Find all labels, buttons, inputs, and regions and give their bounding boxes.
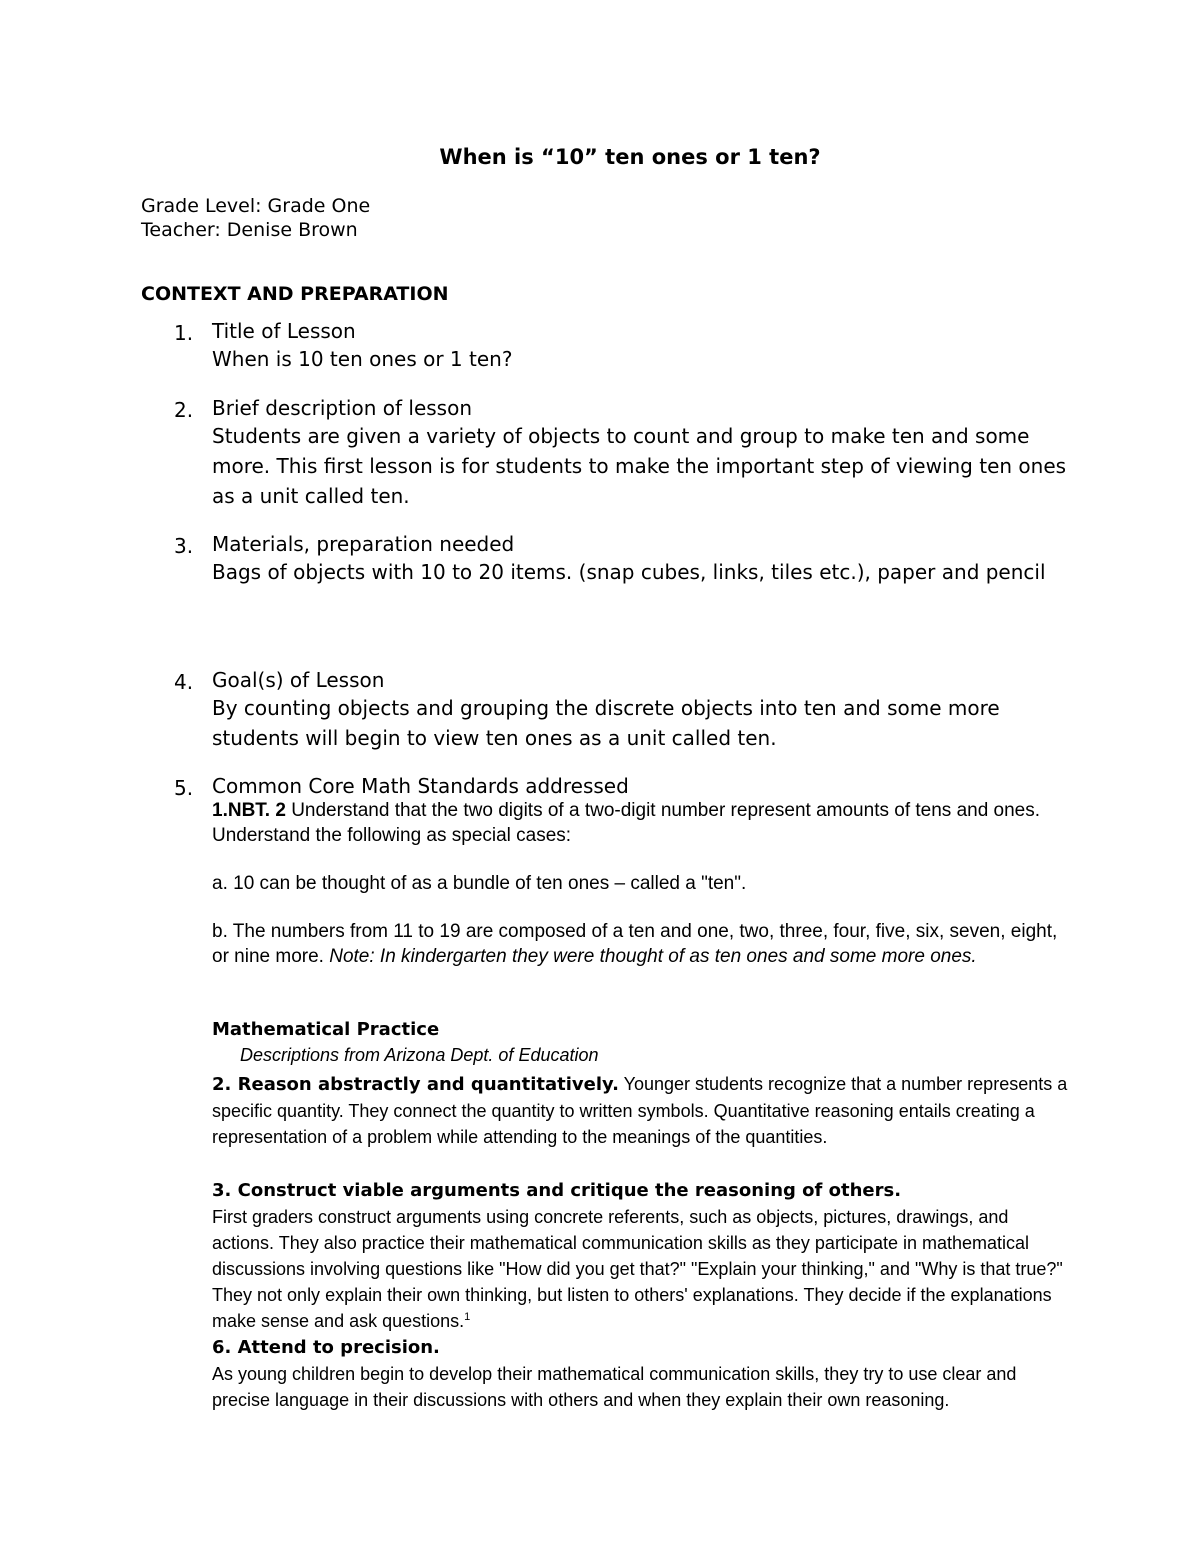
standard-case-b <box>212 919 1072 969</box>
list-item-number: 1. <box>174 321 194 345</box>
list-item <box>174 318 1074 374</box>
math-practice-text: First graders construct arguments using concrete referents, such as objects, pictures, drawings, and actions. They also practice their mathematical communication skills as they participate in mathematical discussions involving questions like "How did you get that?" "Explain your thinking," and "Why is that true?" They not only explain their own thinking, but listen to others' explanations. They decide if the explanations make sense and ask questions. <box>212 1207 1063 1331</box>
list-item-label: Common Core Math Standards addressed <box>212 774 629 798</box>
list-item-label: Goal(s) of Lesson <box>212 668 385 692</box>
list-item <box>174 667 1074 753</box>
standard-case-a: a. 10 can be thought of as a bundle of ten ones – called a "ten". <box>212 873 747 894</box>
list-item-number: 4. <box>174 670 194 694</box>
list-item-label: Materials, preparation needed <box>212 532 515 556</box>
list-item-number: 5. <box>174 776 194 800</box>
math-practice-text: As young children begin to develop their mathematical communication skills, they try to use clear and precise language in their discussions with others and when they explain their own reasoning. <box>212 1364 1017 1410</box>
math-practice-item <box>212 1178 1072 1334</box>
list-item-text: Students are given a variety of objects to count and group to make ten and some more. This first lesson is for students to make the important step of viewing ten ones as a unit called ten. <box>212 424 1067 508</box>
math-practice-item <box>212 1335 1072 1413</box>
list-item-text: When is 10 ten ones or 1 ten? <box>212 347 513 371</box>
footnote-marker: 1 <box>464 1311 471 1323</box>
document-title: When is “10” ten ones or 1 ten? <box>439 145 821 169</box>
list-item-text: Bags of objects with 10 to 20 items. (snap cubes, links, tiles etc.), paper and pencil <box>212 560 1046 584</box>
math-practice-item <box>212 1071 1072 1150</box>
standard-case-b-note: Note: In kindergarten they were thought of as ten ones and some more ones. <box>329 946 977 967</box>
list-item <box>174 773 1074 799</box>
math-practice-heading: Mathematical Practice <box>212 1019 440 1040</box>
math-practice-title: 6. Attend to precision. <box>212 1337 440 1358</box>
teacher-name: Teacher: Denise Brown <box>141 219 358 241</box>
list-item-text: By counting objects and grouping the discrete objects into ten and some more students will begin to view ten ones as a unit called ten. <box>212 696 1000 750</box>
standard-case-b-text: b. The numbers from 11 to 19 are composed of a ten and one, two, three, four, five, six, seven, eight, or nine more. <box>212 921 1058 967</box>
math-practice-text: Younger students recognize that a number represents a specific quantity. They connect the quantity to written symbols. Quantitative reasoning entails creating a representation of a problem while attending to the meanings of the quantities. <box>212 1074 1068 1147</box>
standard-text: Understand that the two digits of a two-digit number represent amounts of tens and ones. Understand the following as special cases: <box>212 800 1041 846</box>
math-practice-title: 3. Construct viable arguments and critique the reasoning of others. <box>212 1180 902 1201</box>
standard-code: 1.NBT. 2 <box>212 800 286 821</box>
list-item-label: Title of Lesson <box>212 319 356 343</box>
math-practice-source: Descriptions from Arizona Dept. of Education <box>240 1045 599 1065</box>
list-item <box>174 531 1074 587</box>
grade-level: Grade Level: Grade One <box>141 195 371 217</box>
math-practice-title: 2. Reason abstractly and quantitatively. <box>212 1074 619 1095</box>
list-item-number: 2. <box>174 398 194 422</box>
list-item-number: 3. <box>174 534 194 558</box>
section-heading: CONTEXT AND PREPARATION <box>141 283 449 305</box>
standard-description <box>212 798 1072 848</box>
list-item-label: Brief description of lesson <box>212 396 473 420</box>
list-item <box>174 395 1074 511</box>
